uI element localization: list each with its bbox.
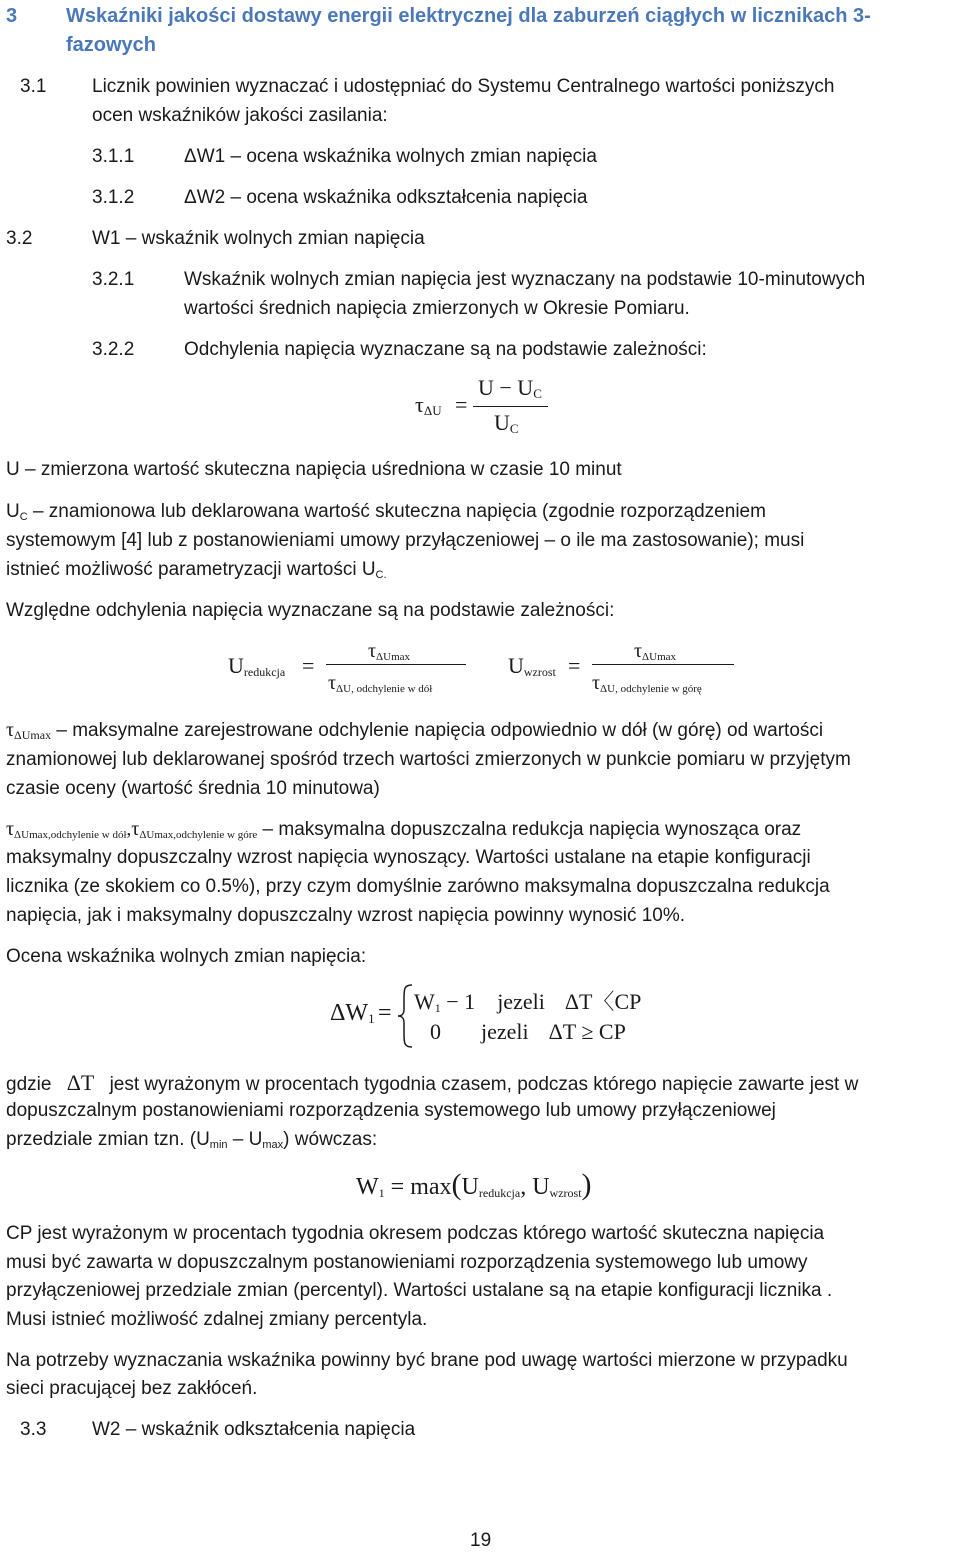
definition-uc-line1: $U_C$ – znamionowa lub deklarowana wartość skuteczna napięcia (zgodnie rozporządzeniem bbox=[6, 501, 766, 523]
need-para-line2: sieci pracującej bez zakłóceń. bbox=[6, 1378, 258, 1399]
section-3-3-text: W2 – wskaźnik odkształcenia napięcia bbox=[92, 1419, 416, 1440]
definition-u: U – zmierzona wartość skuteczna napięcia uśredniona w czasie 10 minut bbox=[6, 459, 622, 480]
heading-number: 3 bbox=[6, 5, 18, 27]
section-3-1-line1: Licznik powinien wyznaczać i udostępniać do Systemu Centralnego wartości poniższych bbox=[92, 76, 835, 97]
relative-deviation-intro: Względne odchylenia napięcia wyznaczane są na podstawie zależności: bbox=[6, 600, 615, 621]
page-number: 19 bbox=[470, 1530, 492, 1551]
definition-tau-limits-line1: $\tau_{\Delta Umax,odchylenie w dół},\tau_{\Delta Umax,odchylenie w góre}$ – maksymalna dopuszczalna redukcja napięcia wynosząca oraz bbox=[6, 818, 802, 841]
eq4-row1: $W_1 - 1$ jezeli ΔT〈CP bbox=[414, 989, 642, 1015]
cp-para-line1: CP jest wyrażonym w procentach tygodnia okresem podczas którego wartość skuteczna napięcia bbox=[6, 1223, 825, 1244]
gdzie-line2: dopuszczalnym postanowieniami rozporządzenia systemowego lub umowy przyłączeniowej bbox=[6, 1100, 776, 1121]
section-3-2-2-text: Odchylenia napięcia wyznaczane są na podstawie zależności: bbox=[184, 339, 707, 360]
eq3-denominator: $\tau_{\Delta U, odchylenie w górę}$ bbox=[592, 672, 702, 695]
eq1-numerator: $U - U_C$ bbox=[478, 375, 542, 401]
definition-tau-limits-line4: napięcia, jak i maksymalny dopuszczalny wzrost napięcia powinny wynosić 10%. bbox=[6, 905, 686, 926]
definition-uc-line3: istnieć możliwość parametryzacji wartości $U_{C.}$ bbox=[6, 559, 387, 581]
eq2-equals: = bbox=[302, 653, 315, 678]
eq1-equals: = bbox=[455, 392, 468, 417]
definition-tau-limits-line2: maksymalny dopuszczalny wzrost napięcia wynoszący. Wartości ustalane na etapie konfiguracji bbox=[6, 847, 811, 868]
section-3-2-1-line1: Wskaźnik wolnych zmian napięcia jest wyznaczany na podstawie 10-minutowych bbox=[184, 269, 866, 290]
definition-tau-max-line2: znamionowej lub deklarowanej spośród trzech wartości zmierzonych w punkcie pomiaru w przyjętym bbox=[6, 749, 851, 770]
eq3-numerator: $\tau_{\Delta Umax}$ bbox=[634, 640, 677, 663]
section-3-2-1-line2: wartości średnich napięcia zmierzonych w Okresie Pomiaru. bbox=[184, 298, 690, 319]
eq5: $W_1 = \max(U_{redukcja}$, $U_{wzrost}$) bbox=[356, 1168, 592, 1201]
section-3-1-1-number: 3.1.1 bbox=[92, 146, 135, 167]
eq2-denominator: $\tau_{\Delta U, odchylenie w dół}$ bbox=[328, 672, 433, 695]
eq2-numerator: $\tau_{\Delta Umax}$ bbox=[368, 640, 411, 663]
eq4-equals: = bbox=[378, 1000, 392, 1026]
heading-title-line2: fazowych bbox=[66, 34, 157, 56]
section-3-1-2-text: ΔW2 – ocena wskaźnika odkształcenia napięcia bbox=[184, 187, 588, 208]
delta-t-symbol: ΔT bbox=[66, 1070, 95, 1095]
definition-tau-max-line1: $\tau_{\Delta Umax}$ – maksymalne zarejestrowane odchylenie napięcia odpowiednio w dół (w górę) od wartości bbox=[6, 719, 824, 742]
section-3-1-number: 3.1 bbox=[20, 76, 47, 97]
cp-para-line3: przyłączeniowej przedziale zmian (percentyl). Wartości ustalane są na etapie konfiguracji licznika . bbox=[6, 1280, 833, 1301]
cp-para-line2: musi być zawarta w dopuszczalnym postanowieniami rozporządzenia systemowego lub umowy bbox=[6, 1252, 808, 1273]
section-3-1-1-text: ΔW1 – ocena wskaźnika wolnych zmian napięcia bbox=[184, 146, 597, 167]
section-3-3-number: 3.3 bbox=[20, 1419, 47, 1440]
need-para-line1: Na potrzeby wyznaczania wskaźnika powinny być brane pod uwagę wartości mierzone w przypadku bbox=[6, 1350, 848, 1371]
section-3-1-2-number: 3.1.2 bbox=[92, 187, 135, 208]
eq1-lhs: $\tau_{\Delta U}$ bbox=[415, 392, 442, 418]
cp-para-line4: Musi istnieć możliwość zdalnej zmiany percentyla. bbox=[6, 1309, 428, 1330]
eq3-lhs: $U_{wzrost}$ bbox=[508, 653, 556, 679]
eq4-lhs: $\Delta W_1$ bbox=[330, 1000, 375, 1026]
section-3-2-number: 3.2 bbox=[6, 228, 33, 249]
definition-tau-max-line3: czasie oceny (wartość średnia 10 minutowa) bbox=[6, 778, 380, 799]
section-3-2-text: W1 – wskaźnik wolnych zmian napięcia bbox=[92, 228, 425, 249]
section-3-2-2-number: 3.2.2 bbox=[92, 339, 135, 360]
eq4-row2: 0 jezeli ΔT ≥ CP bbox=[430, 1019, 626, 1044]
gdzie-line1: gdzie ΔT jest wyrażonym w procentach tygodnia czasem, podczas którego napięcie zawarte jest w bbox=[6, 1070, 859, 1095]
eq3-fraction-bar bbox=[592, 664, 734, 665]
eq2-lhs: $U_{redukcja}$ bbox=[228, 653, 286, 679]
heading-title-line1: Wskaźniki jakości dostawy energii elektrycznej dla zaburzeń ciągłych w licznikach 3- bbox=[66, 5, 871, 27]
eq2-fraction-bar bbox=[326, 664, 466, 665]
section-3-1-line2: ocen wskaźników jakości zasilania: bbox=[92, 105, 388, 126]
gdzie-line3: przedziale zmian tzn. $(U_{min} - U_{max})$ wówczas: bbox=[6, 1129, 378, 1151]
eq4-brace bbox=[396, 983, 416, 1049]
eq3-equals: = bbox=[568, 653, 581, 678]
section-3-2-1-number: 3.2.1 bbox=[92, 269, 135, 290]
eq1-denominator: $U_C$ bbox=[494, 410, 519, 436]
definition-tau-limits-line3: licznika (ze skokiem co 0.5%), przy czym domyślnie zarówno maksymalna dopuszczalna redukcja bbox=[6, 876, 830, 897]
eq1-fraction-bar bbox=[473, 406, 548, 407]
definition-uc-line2: systemowym [4] lub z postanowieniami umowy przyłączeniowej – o ile ma zastosowanie); musi bbox=[6, 530, 805, 551]
assessment-title: Ocena wskaźnika wolnych zmian napięcia: bbox=[6, 946, 367, 967]
